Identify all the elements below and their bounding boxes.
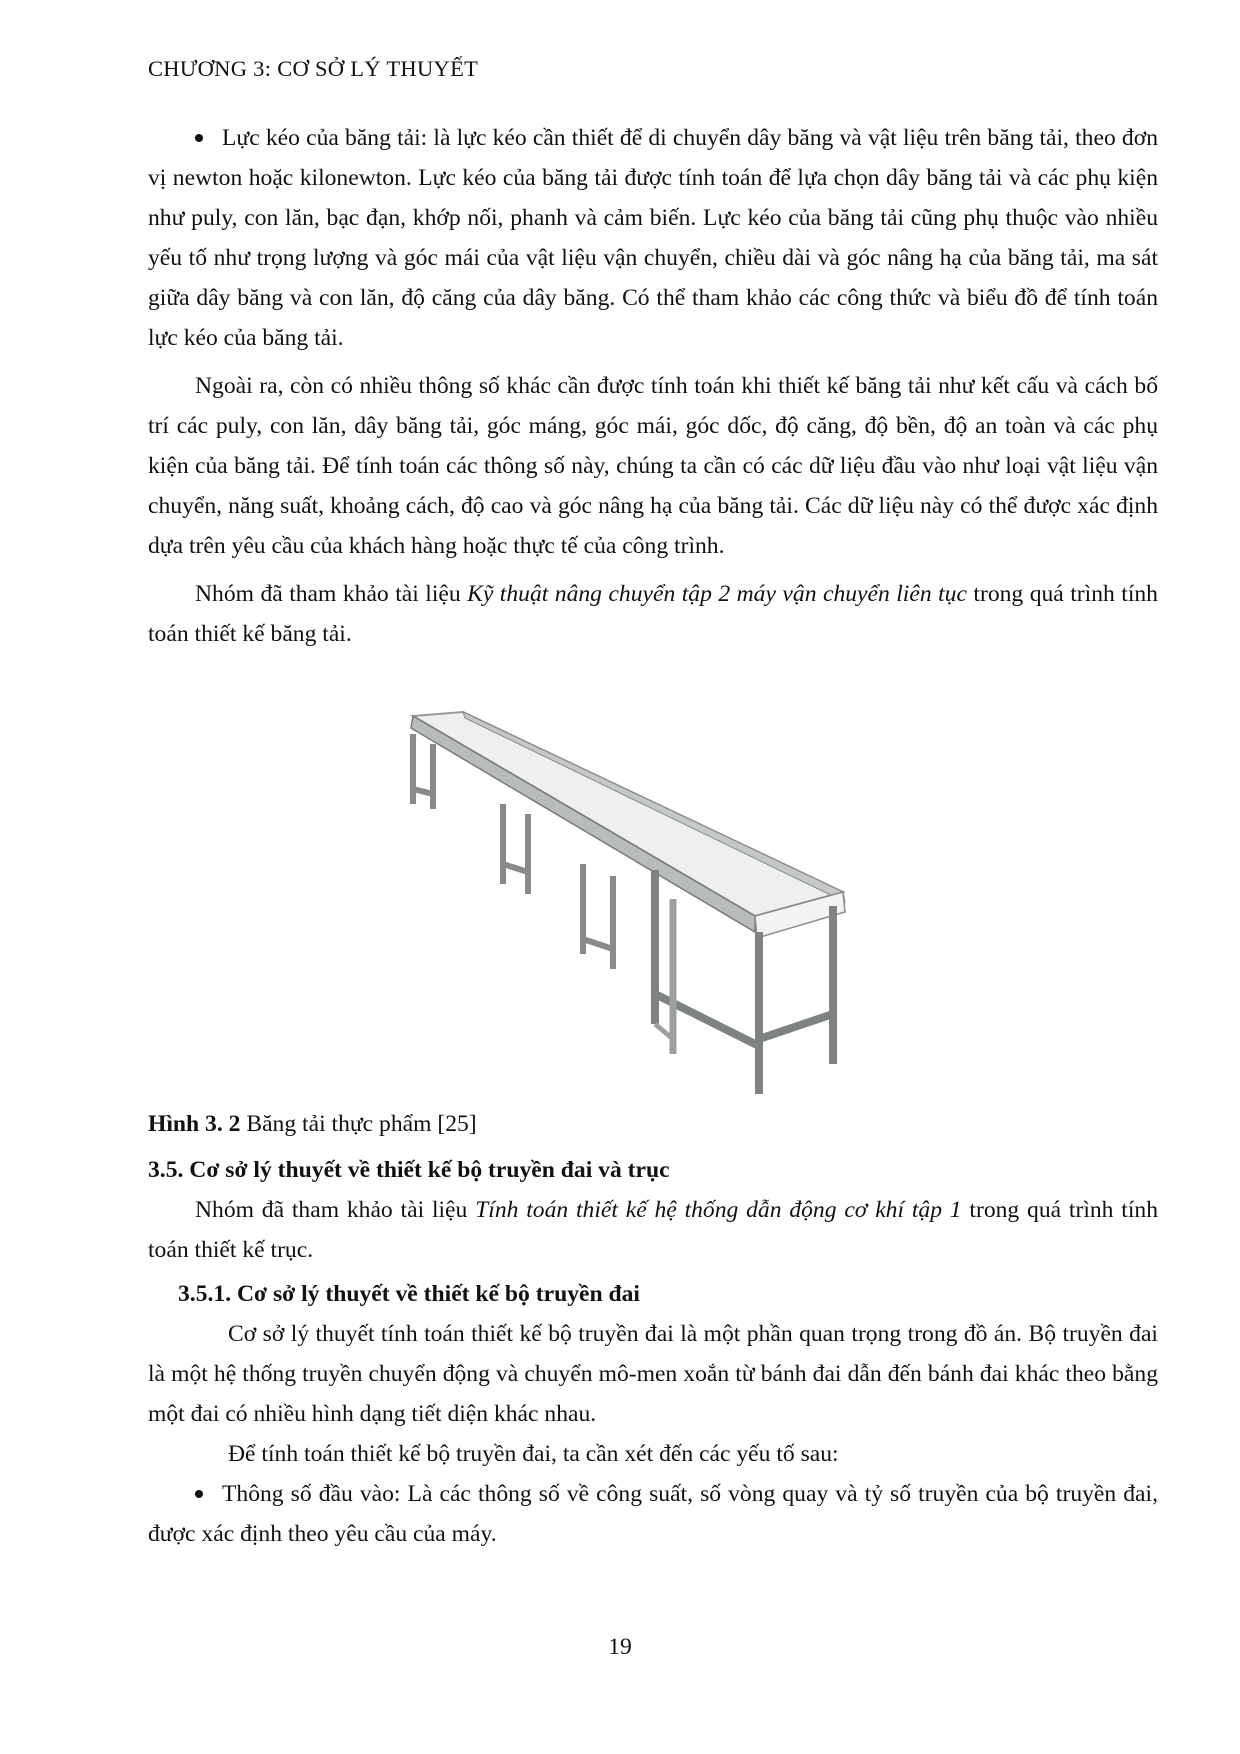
section-3-5-1-paragraph: Cơ sở lý thuyết tính toán thiết kế bộ truyền đai là một phần quan trọng trong đồ án. Bộ truyền đai là một hệ thống truyền chuyển động và chuyển mô-men xoắn từ bánh đai dẫn đến bánh đai khác theo bằng một đai có nhiều hình dạng tiết diện khác nhau. — [148, 1321, 1158, 1427]
caption-label: Hình 3. 2 — [148, 1111, 241, 1137]
paragraph-reference — [148, 574, 1158, 654]
reference-intro: Nhóm đã tham khảo tài liệu — [195, 581, 468, 607]
page-number: 19 — [608, 1634, 632, 1660]
figure-conveyor — [148, 694, 1158, 1104]
bullet-text: Thông số đầu vào: Là các thông số về công suất, số vòng quay và tỷ số truyền của bộ truyền đai, được xác định theo yêu cầu của máy. — [148, 1481, 1158, 1547]
section-3-5-intro: Nhóm đã tham khảo tài liệu — [195, 1197, 476, 1223]
bullet-text: Lực kéo của băng tải: là lực kéo cần thiết để di chuyển dây băng và vật liệu trên băng tải, theo đơn vị newton hoặc kilonewton. Lực kéo của băng tải được tính toán để lựa chọn dây băng tải và các phụ kiện như puly, con lăn, bạc đạn, khớp nối, phanh và cảm biến. Lực kéo của băng tải cũng phụ thuộc vào nhiều yếu tố như trọng lượng và góc mái của vật liệu vận chuyển, chiều dài và góc nâng hạ của băng tải, ma sát giữa dây băng và con lăn, độ căng của dây băng. Có thể tham khảo các công thức và biểu đồ để tính toán lực kéo của băng tải. — [148, 125, 1158, 351]
caption-text: Băng tải thực phẩm [25] — [240, 1111, 477, 1137]
chapter-header: CHƯƠNG 3: CƠ SỞ LÝ THUYẾT — [148, 56, 479, 81]
reference-title: Kỹ thuật nâng chuyển tập 2 máy vận chuyển liên tục — [467, 581, 967, 607]
section-3-5-paragraph — [148, 1190, 1158, 1270]
conveyor-illustration — [383, 694, 923, 1104]
bullet-input-parameters — [148, 1474, 1158, 1554]
reference-outro: trong quá trình tính toán thiết kế băng tải. — [148, 581, 1158, 647]
section-3-5-outro: trong quá trình tính toán thiết kế trục. — [148, 1197, 1158, 1263]
section-3-5-title: 3.5. Cơ sở lý thuyết về thiết kế bộ truyền đai và trục — [148, 1157, 670, 1183]
section-3-5-reference: Tính toán thiết kế hệ thống dẫn động cơ khí tập 1 — [475, 1197, 962, 1223]
figure-caption — [148, 1104, 1158, 1144]
bullet-traction-force — [148, 118, 1158, 358]
section-3-5-1-factors: Để tính toán thiết kế bộ truyền đai, ta cần xét đến các yếu tố sau: — [228, 1441, 839, 1467]
page-content — [148, 118, 1158, 1554]
section-3-5-1-title: 3.5.1. Cơ sở lý thuyết về thiết kế bộ truyền đai — [178, 1281, 640, 1307]
paragraph-other-parameters: Ngoài ra, còn có nhiều thông số khác cần được tính toán khi thiết kế băng tải như kết cấu và cách bố trí các puly, con lăn, dây băng tải, góc máng, góc mái, góc dốc, độ căng, độ bền, độ an toàn và các phụ kiện của băng tải. Để tính toán các thông số này, chúng ta cần có các dữ liệu đầu vào như loại vật liệu vận chuyển, năng suất, khoảng cách, độ cao và góc nâng hạ của băng tải. Các dữ liệu này có thể được xác định dựa trên yêu cầu của khách hàng hoặc thực tế của công trình. — [148, 373, 1158, 559]
conveyor-belt — [413, 712, 843, 916]
